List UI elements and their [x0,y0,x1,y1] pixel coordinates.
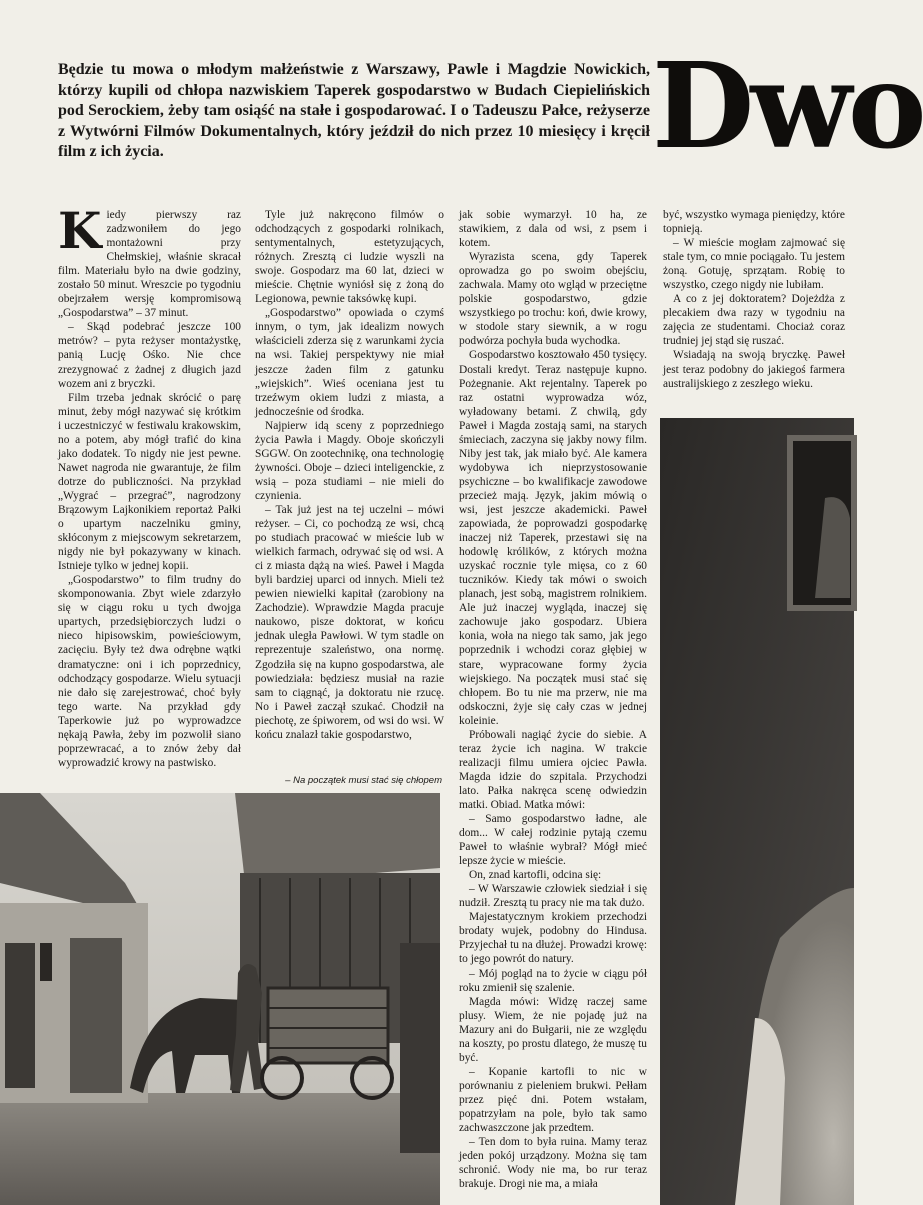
paragraph: Magda mówi: Widzę raczej same plusy. Wiem, że nie pojadę już na Mazury ani do Bułgarii, nie ze względu na koszty, po prostu dlatego, że muszę tu być. [459,995,647,1064]
paragraph: – W mieście mogłam zajmować się stale tym, co mnie pociągało. Tu jestem żoną. Gotuję, sprzątam. Robię to wszystko, czego nigdy nie lubiłam. [663,237,845,292]
farmyard-horse-cart-photo [0,793,440,1205]
paragraph: – Kopanie kartofli to nic w porównaniu z pieleniem brukwi. Pełłam przez pięć dni. Potem wstałam, popatrzyłam na pole, było tak samo zachwaszczone jak przedtem. [459,1065,647,1135]
paragraph: Próbowali nagiąć życie do siebie. A teraz życie ich nagina. W trakcie realizacji filmu umiera ojciec Pawła. Magda idzie do szpitala. Przychodzi lato. Pałka nakręca scenę odwiedzin matki. Obiad. Matka mówi: [459,728,647,811]
paragraph: – Mój pogląd na to życie w ciągu pół roku zmienił się szalenie. [459,967,647,994]
drop-cap: K [58,201,102,260]
paragraph: – Ten dom to była ruina. Mamy teraz jeden pokój urządzony. Można się tam schronić. Wody nie ma, bo rur teraz brakuje. Drogi nie ma, a miała [459,1136,647,1191]
paragraph: Wsiadają na swoją bryczkę. Paweł jest teraz podobny do jakiegoś farmera australijskiego z zeszłego wieku. [663,349,845,390]
paragraph: Film trzeba jednak skrócić o parę minut, żeby mógł nazywać się krótkim i uczestniczyć w festiwalu krakowskim, no a potem, aby mógł trafić do kina jako dodatek. To nigdy nie jest pewne. Nawet nagroda nie gwarantuje, że film dotrze do publiczności. Na przykład „Wygrać – przegrać”, nagrodzony Brązowym Lajkonikiem reportaż Pałki o upartym naczelniku gminy, skłóconym z miejscowym sekretarzem, nigdy nie był pokazywany w kinach. Istnieje tylko w jednej kopii. [58,391,241,573]
paragraph: Najpierw idą sceny z poprzedniego życia Pawła i Magdy. Oboje skończyli SGGW. On zootechnikę, ona technologię żywności. Oboje – dzieci inteligenckie, z wsią – poza studiami – nie mieli do czynienia. [255,419,444,502]
paragraph: Gospodarstwo kosztowało 450 tysięcy. Dostali kredyt. Teraz następuje kupno. Pożegnanie. Akt rejentalny. Taperek po raz ostatni wyprowadza wóz, wyładowany betami. Z chwilą, gdy Paweł i Magda zostają sami, na starych śmieciach, zaczyna się jakby nowy film. Niby jest tak, jak miało być. Ale kamera wydobywa ich nieprzystosowanie psychiczne – bo kwalifikacje zawodowe przecież mają. Język, jakim mówią o wsi, jest jeszcze akademicki. Paweł zapowiada, że poprowadzi gospodarkę inaczej niż Taperek, przestawi się na hodowlę królików, z których można uzyskać rocznie tyle mięsa, co z 60 tuczników. Kiedy tak mówi o swoich planach, jest sobą, magistrem rolnikiem. Ale już inaczej wygląda, inaczej się zachowuje jako gospodarz. Ubiera konia, woła na niego tak samo, jak jego poprzednik i wchodzi coraz głębiej w stare, wypracowane formy życia wiejskiego. Na początek musi stać się chłopem. Bo tu nie ma przerw, nie ma odskoczni, żyje się cały czas w jednej koleinie. [459,349,647,727]
paragraph: On, znad kartofli, odcina się: [469,869,602,882]
paragraph: „Gospodarstwo” to film trudny do skomponowania. Zbyt wiele zdarzyło się w ciągu roku u tych dwojga upartych, przedsiębiorczych ludzi o nieco hipisowskim, powieściowym, zacięciu. Były też dwa odrębne wątki dramatyczne: oni i ich poprzednicy, odchodzący gospodarze. Wielu sytuacji nie dało się zarejestrować, choć były tego warte. Na przykład gdy Taperkowie już po wyprowadzce nękają Pawła, żeby im pozwolił siano poprzewracać, a to znów żeby dał wyprowadzić krowy na pastwisko. [58,574,241,769]
paragraph: jak sobie wymarzył. 10 ha, ze stawikiem, z dala od wsi, z psem i kotem. [459,209,647,250]
text-column-4 [663,208,845,408]
article-lead: Będzie tu mowa o młodym małżeństwie z Warszawy, Pawle i Magdzie Nowickich, którzy kupili od chłopa nazwiskiem Taperek gospodarstwo w Budach Ciepielińskich pod Serockiem, żeby tam osiąść na stałe i gospodarować. I o Tadeuszu Pałce, reżyserze z Wytwórni Filmów Dokumentalnych, który jeździł do nich przez 10 miesięcy i kręcił film z ich życia. [58,61,650,160]
paragraph: A co z jej doktoratem? Dojeżdża z plecakiem dwa razy w tygodniu na zajęcia ze studentami. Chociaż coraz trudniej jej stąd się ruszać. [663,293,845,348]
paragraph: – Samo gospodarstwo ładne, ale dom... W całej rodzinie pytają czemu Paweł to właśnie wybrał? Mógł mieć lepsze życie w mieście. [459,813,647,868]
text-column-1 [58,201,241,769]
man-portrait-photo [660,418,854,1205]
paragraph: Majestatycznym krokiem przechodzi brodaty wujek, podobny do Hindusa. Przyjechał tu na dłużej. Prowadzi krowę: to jego powrót do natury. [459,911,647,966]
paragraph: – Tak już jest na tej uczelni – mówi reżyser. – Ci, co pochodzą ze wsi, chcą po studiach pracować w mieście lub w wielkich farmach, odrywać się od wsi. A ci z miasta dążą na wieś. Paweł i Magda byli bardziej uparci od innych. Mieli też pewien niewielki kapitał (zarobiony na Zachodzie). Wprawdzie Magda pracuje naukowo, pisze doktorat, w końcu jednak uległa Pawłowi. W tym stadle on reprezentuje szaleństwo, ona normę. Zgodziła się na kupno gospodarstwa, ale powiedziała: będziesz musiał na razie sam to ciągnąć, ja doktoratu nie rzucę. No i Paweł zaczął szukać. Chodził na piechotę, ze śpiworem, od wsi do wsi. W końcu znalazł takie gospodarstwo, [255,503,444,741]
paragraph: iedy pierwszy raz zadzwoniłem do jego montażowni przy Chełmskiej, właśnie skracał film. Materiału było na dwie godziny, zostało 50 minut. Wreszcie po tygodniu obejrzałem wersję kompromisową „Gospodarstwa” – 37 minut. [58,209,241,320]
paragraph: Tyle już nakręcono filmów o odchodzących z gospodarki rolnikach, sentymentalnych, estetyzujących, różnych. Zresztą ci ludzie wyszli na swoje. Gospodarz ma 60 lat, dzieci w mieście. Chętnie wyniósł się z żoną do Legionowa, pewnie taksówkę kupi. [255,209,444,306]
article-headline: Dwo [652,36,923,175]
paragraph: – Skąd podebrać jeszcze 100 metrów? – pyta reżyser montażystkę, panią Lucję Ośko. Nie chce zrezygnować z żadnej z długich jazd wozem ani z bryczki. [58,321,241,390]
paragraph: być, wszystko wymaga pieniędzy, które topnieją. [663,209,845,236]
photo-caption: – Na początek musi stać się chłopem [285,775,442,786]
paragraph: Wyrazista scena, gdy Taperek oprowadza go po swoim obejściu, zachwala. Mamy oto wgląd w przeciętne polskie gospodarstwo, gdzie wszystkiego po trochu: koń, dwie krowy, w stodole stary siewnik, a w rogu podwórza pochyła buda wychodka. [459,251,647,348]
paragraph: – W Warszawie człowiek siedział i się nudził. Zresztą tu pracy nie ma tak dużo. [459,883,647,910]
text-column-2 [255,208,444,768]
paragraph: „Gospodarstwo” opowiada o czymś innym, o tym, jak idealizm nowych właścicieli zderza się z warunkami życia na wsi. Takiej perspektywy nie miał jeszcze żaden film z gatunku „wiejskich”. Wieś oceniana jest tu trzeźwym okiem ludzi z miasta, a jednocześnie od środka. [255,307,444,418]
text-column-3 [459,208,647,1191]
